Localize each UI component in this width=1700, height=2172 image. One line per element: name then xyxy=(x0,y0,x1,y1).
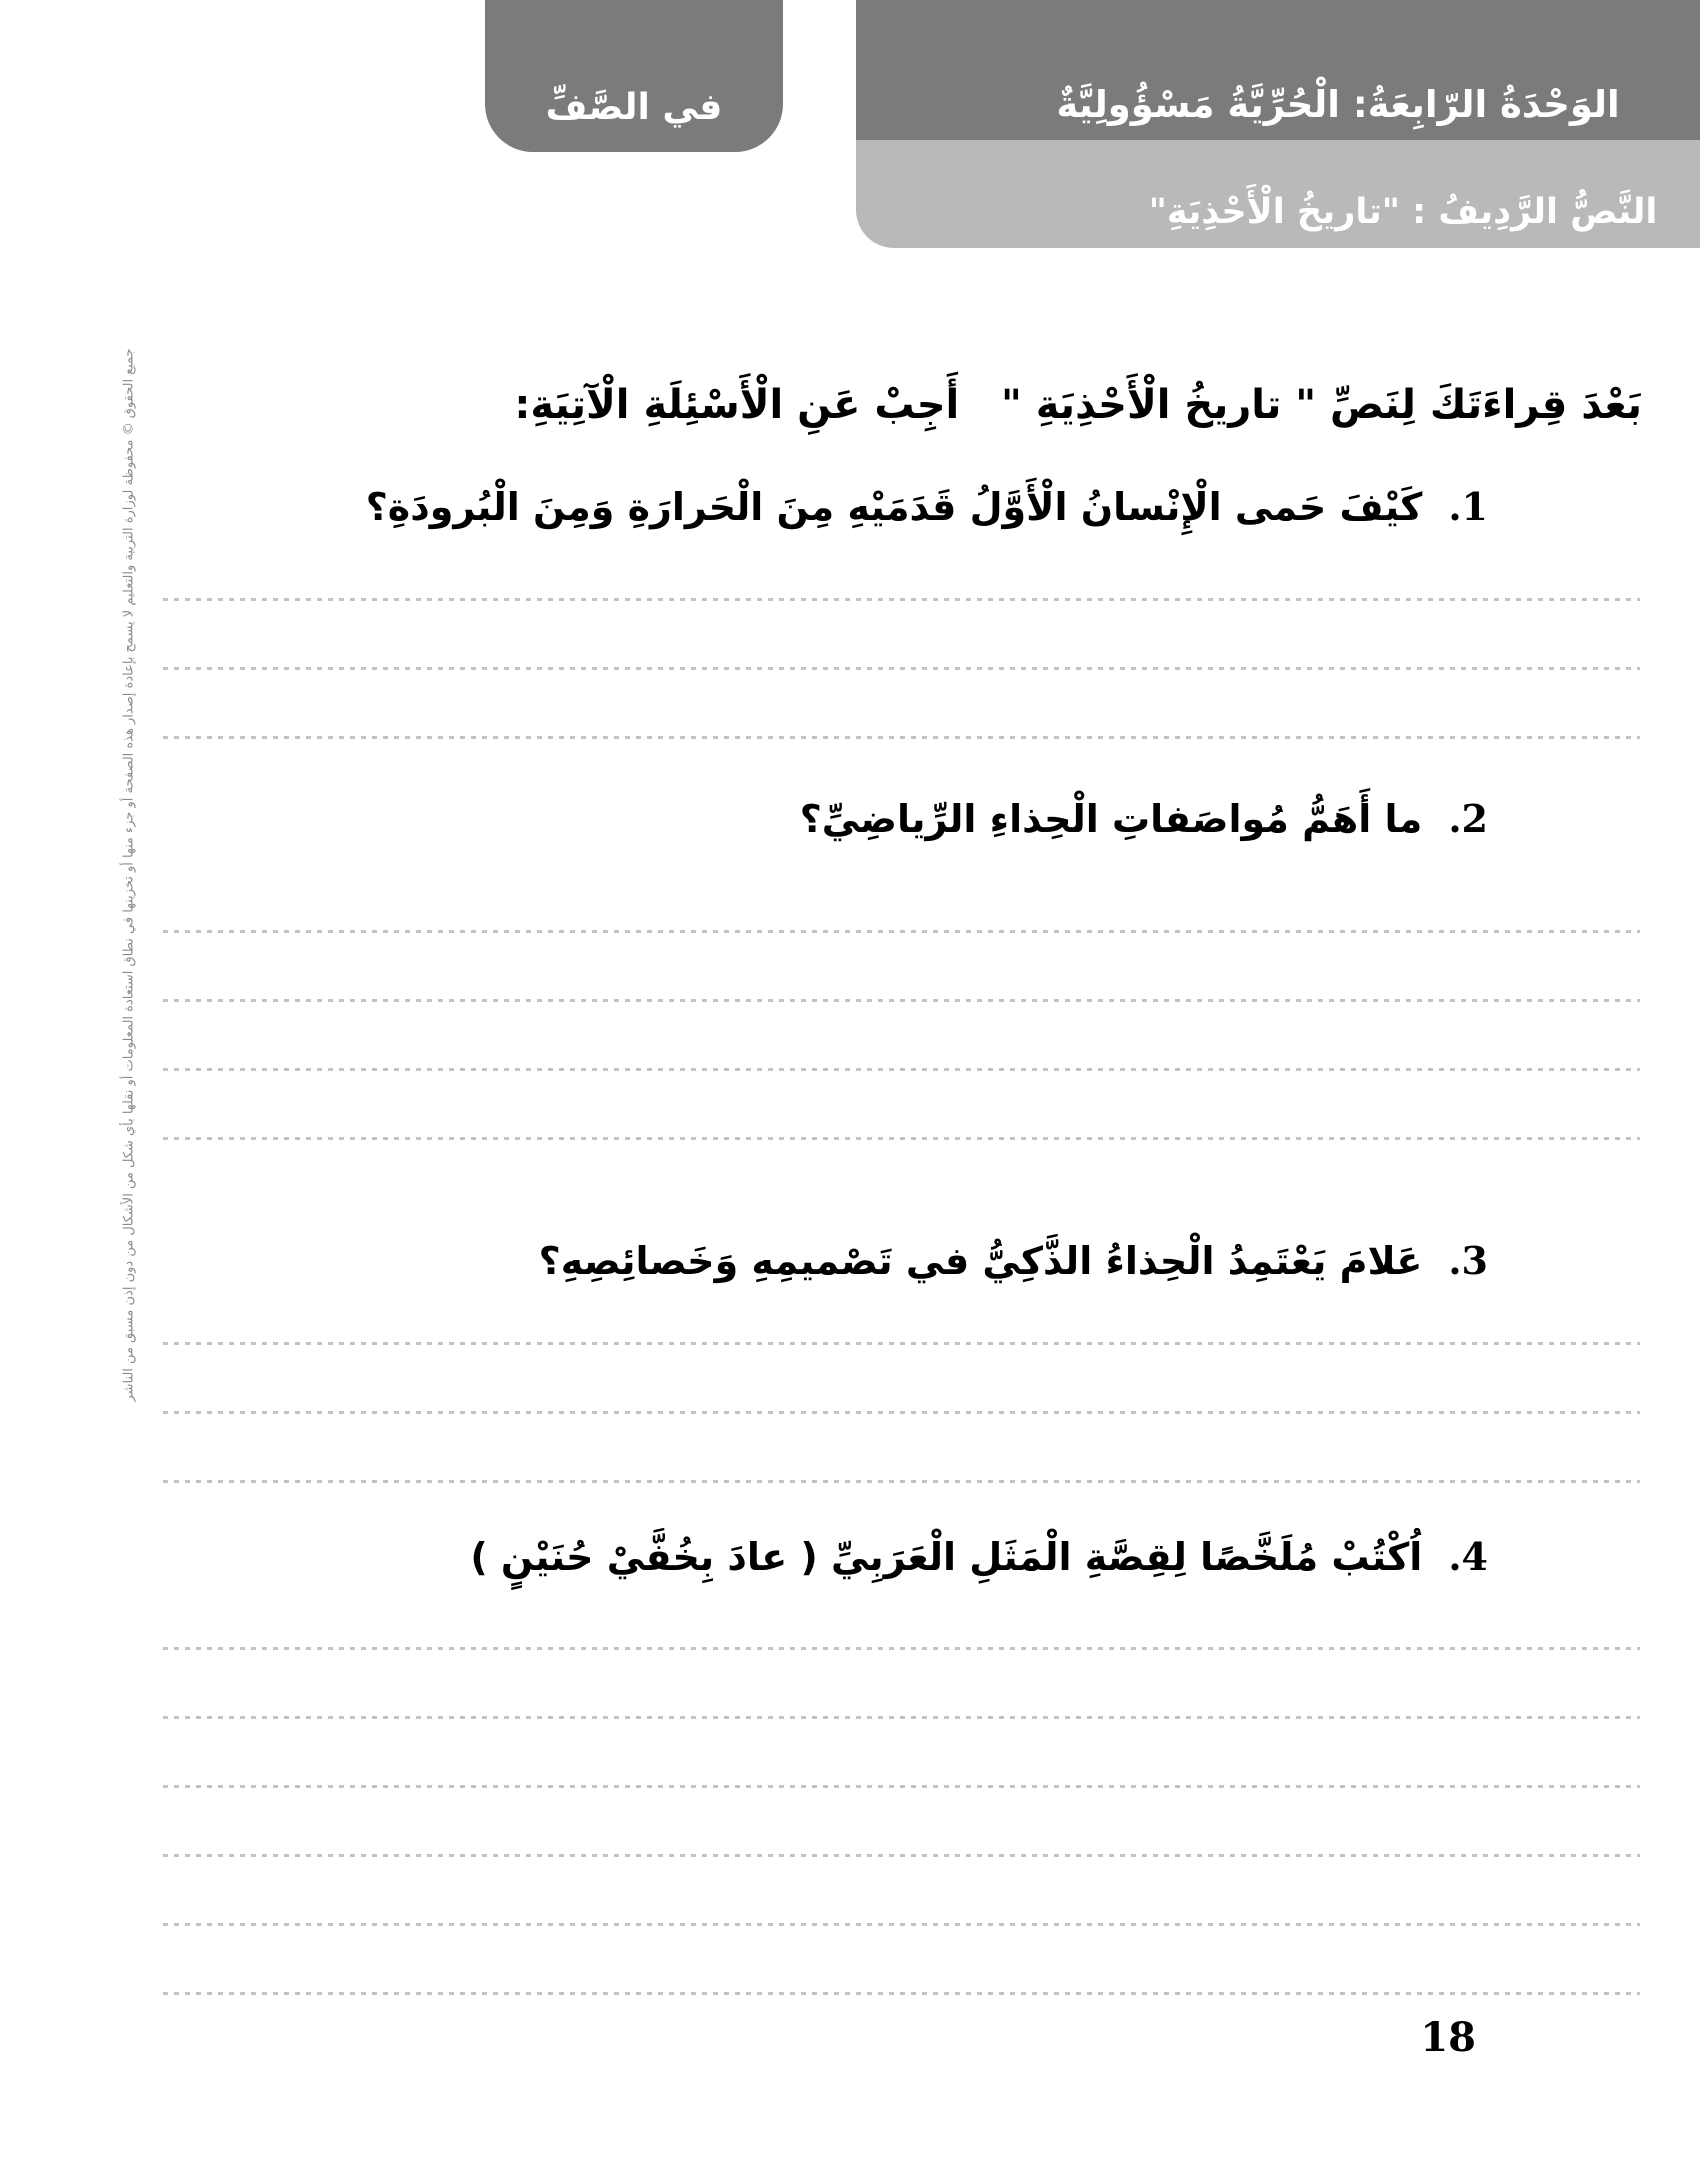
page-number: 18 xyxy=(1420,2014,1476,2061)
answer-line xyxy=(163,1923,1640,1926)
answer-line xyxy=(163,1068,1640,1071)
question-2-answer-lines xyxy=(163,930,1640,1206)
question-1 xyxy=(366,478,1488,536)
lesson-title: النَّصُّ الرَّدِيفُ : "تاريخُ الْأَحْذِيَةِ" xyxy=(1148,192,1658,232)
answer-line xyxy=(163,1785,1640,1788)
question-1-answer-lines xyxy=(163,598,1640,805)
question-3-number: 3. xyxy=(1448,1238,1488,1283)
answer-line xyxy=(163,598,1640,601)
question-1-text: كَيْفَ حَمى الْإِنْسانُ الْأَوَّلُ قَدَمَيْهِ مِنَ الْحَرارَةِ وَمِنَ الْبُرودَةِ؟ xyxy=(365,485,1423,529)
instruction-text: بَعْدَ قِراءَتَكَ لِنَصِّ " تاريخُ الْأَحْذِيَةِ " أَجِبْ عَنِ الْأَسْئِلَةِ الْآتِيَةِ: xyxy=(514,382,1642,428)
unit-title: الوَحْدَةُ الرّابِعَةُ: الْحُرِّيَّةُ مَسْؤُولِيَّةٌ xyxy=(1056,83,1620,126)
lesson-title-banner xyxy=(856,140,1700,248)
question-1-number: 1. xyxy=(1448,484,1488,529)
question-3-text: عَلامَ يَعْتَمِدُ الْحِذاءُ الذَّكِيُّ في تَصْميمِهِ وَخَصائِصِهِ؟ xyxy=(538,1239,1423,1283)
question-4-answer-lines xyxy=(163,1647,1640,2061)
question-4-number: 4. xyxy=(1448,1534,1488,1579)
header-banners xyxy=(856,0,1700,248)
class-context-tab xyxy=(485,0,783,152)
answer-line xyxy=(163,1647,1640,1650)
question-4 xyxy=(470,1528,1488,1586)
answer-line xyxy=(163,1992,1640,1995)
answer-line xyxy=(163,667,1640,670)
answer-line xyxy=(163,1137,1640,1140)
question-4-text: اُكْتُبْ مُلَخَّصًا لِقِصَّةِ الْمَثَلِ الْعَرَبِيِّ ( عادَ بِخُفَّيْ حُنَيْنٍ ) xyxy=(470,1535,1423,1579)
answer-line xyxy=(163,930,1640,933)
class-context-tab-label: في الصَّفِّ xyxy=(545,87,723,128)
question-3 xyxy=(539,1232,1488,1290)
question-2-number: 2. xyxy=(1448,796,1488,841)
answer-line xyxy=(163,1480,1640,1483)
question-3-answer-lines xyxy=(163,1342,1640,1549)
answer-line xyxy=(163,1716,1640,1719)
question-2-text: ما أَهَمُّ مُواصَفاتِ الْحِذاءِ الرِّياضِيِّ؟ xyxy=(799,797,1423,841)
unit-title-banner xyxy=(856,0,1700,140)
answer-line xyxy=(163,736,1640,739)
answer-line xyxy=(163,1342,1640,1345)
answer-line xyxy=(163,1411,1640,1414)
answer-line xyxy=(163,1854,1640,1857)
copyright-notice: جميع الحقوق © محفوظة لوزارة التربية والتعليم لا يسمح بإعادة إصدار هذه الصفحة أو جزء منها أو تخزينها في نطاق استعادة المعلومات أو نقلها بأي شكل من الأشكال من دون إذن مسبق من الناشر xyxy=(121,348,137,1402)
answer-line xyxy=(163,999,1640,1002)
question-2 xyxy=(800,790,1488,848)
